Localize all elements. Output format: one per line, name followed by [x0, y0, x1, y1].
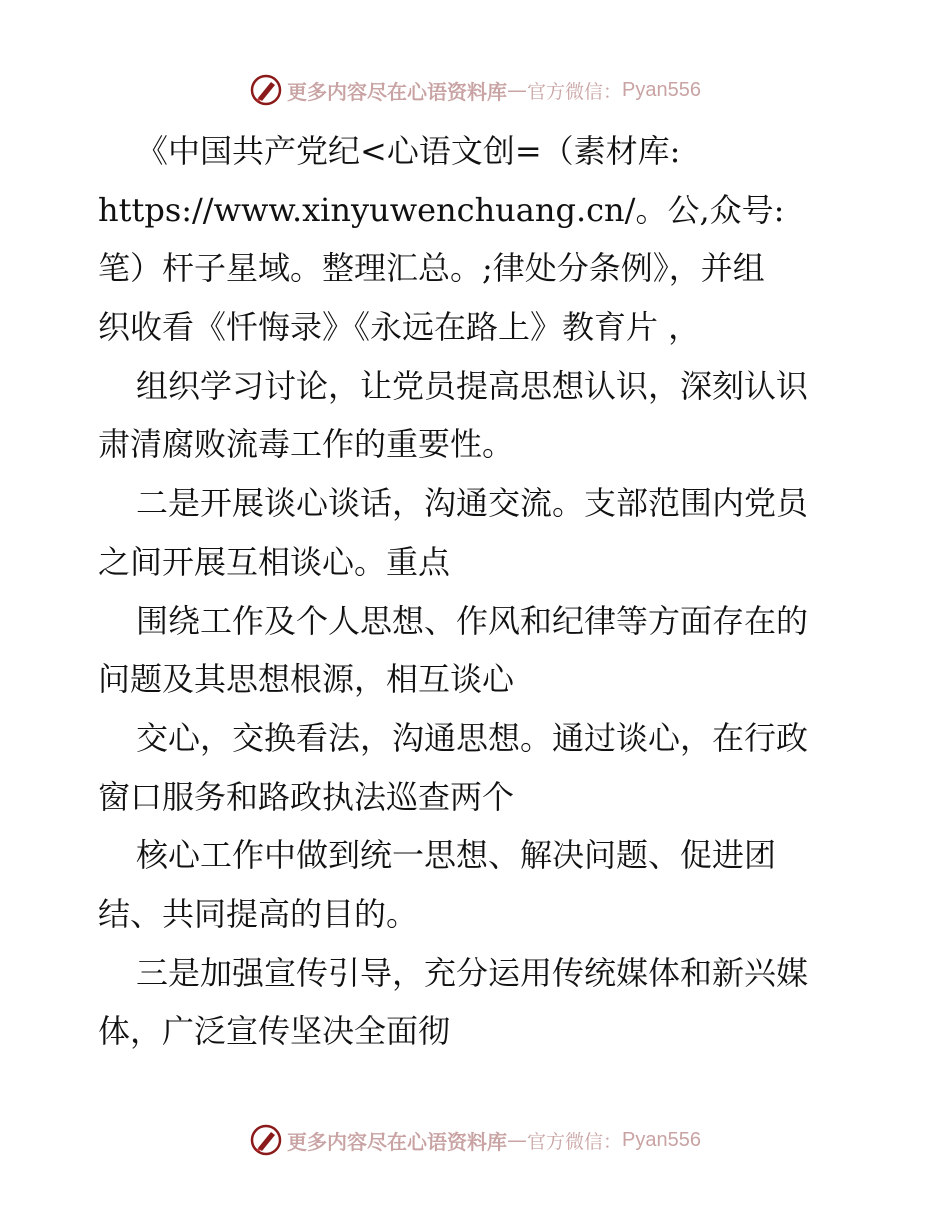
header-watermark-banner	[0, 70, 950, 110]
banner-wechat-label: 官方微信：	[527, 1130, 623, 1153]
body-line: 交心，交换看法，沟通思想。通过谈心，在行政	[136, 718, 809, 757]
body-line: 三是加强宣传引导，充分运用传统媒体和新兴媒	[136, 953, 809, 992]
pen-logo-icon	[249, 1123, 283, 1157]
document-body	[98, 122, 858, 1061]
body-line: 问题及其思想根源，相互谈心	[98, 660, 515, 699]
body-line: 结、共同提高的目的。	[98, 894, 419, 933]
body-line: https://www.xinyuwenchuang.cn/。公,众号:	[98, 190, 785, 229]
banner-site-text: 更多内容尽在心语资料库	[287, 79, 507, 104]
banner-wechat-label: 官方微信：	[527, 80, 623, 103]
body-line: 围绕工作及个人思想、作风和纪律等方面存在的	[136, 601, 809, 640]
body-line: 织收看《忏悔录》《永远在路上》教育片 ，	[98, 308, 701, 347]
banner-wechat-id: Pyan556	[622, 1128, 701, 1151]
body-line: 之间开展互相谈心。重点	[98, 542, 451, 581]
banner-separator: —	[507, 1128, 527, 1152]
body-line: 《中国共产党纪<心语文创=（素材库:	[136, 132, 681, 170]
banner-site-text: 更多内容尽在心语资料库	[287, 1129, 507, 1154]
body-line: 窗口服务和路政执法巡查两个	[98, 777, 515, 816]
body-line: 笔）杆子星域。整理汇总。;律处分条例》，并组	[98, 249, 765, 288]
body-line: 二是开展谈心谈话，沟通交流。支部范围内党员	[136, 484, 809, 523]
body-line: 肃清腐败流毒工作的重要性。	[98, 425, 515, 464]
body-line: 核心工作中做到统一思想、解决问题、促进团	[136, 836, 777, 875]
body-line: 体，广泛宣传坚决全面彻	[98, 1012, 451, 1051]
body-line: 组织学习讨论，让党员提高思想认识，深刻认识	[136, 366, 809, 405]
banner-separator: —	[507, 78, 527, 102]
banner-wechat-id: Pyan556	[622, 78, 701, 101]
pen-logo-icon	[249, 73, 283, 107]
footer-watermark-banner	[0, 1120, 950, 1160]
